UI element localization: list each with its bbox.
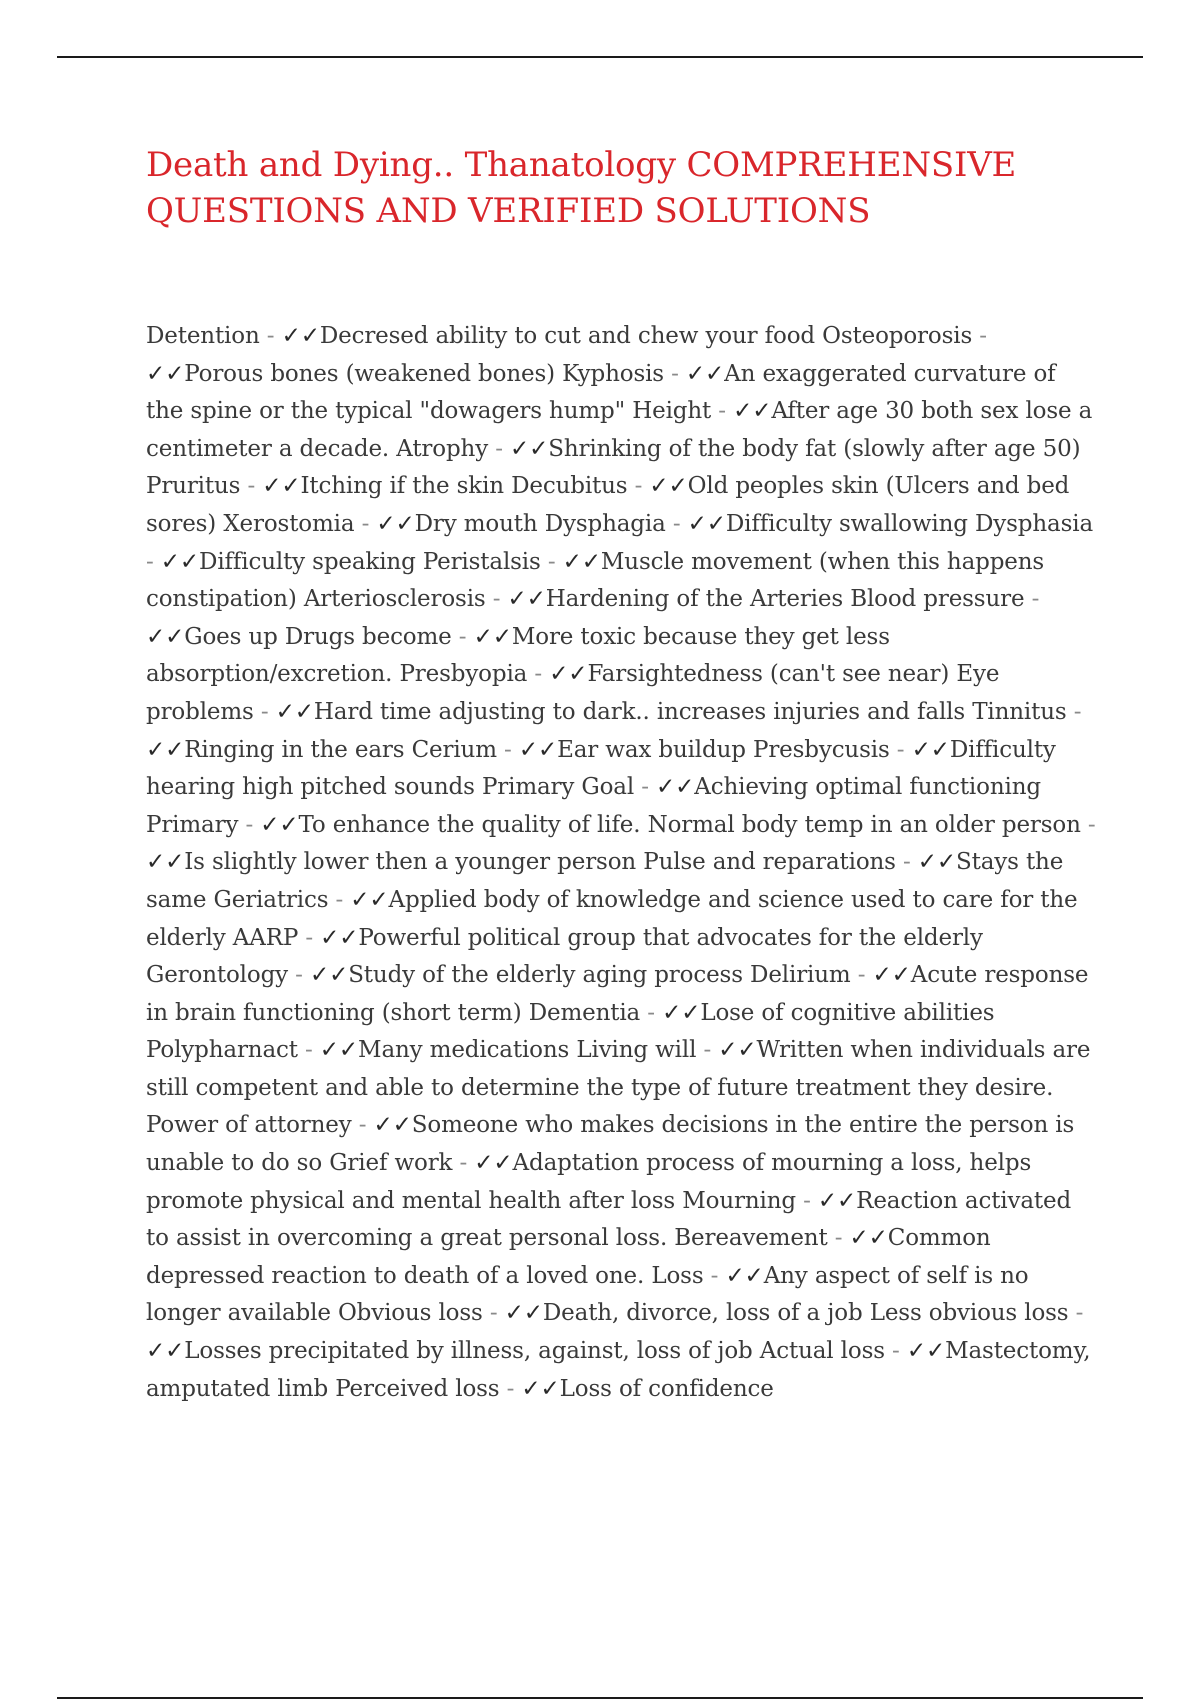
check-icon: ✓✓ — [262, 473, 301, 500]
entry-definition: Powerful political group that advocates for the elderly — [358, 924, 983, 951]
check-icon: ✓✓ — [507, 586, 546, 613]
check-icon: ✓✓ — [656, 774, 695, 801]
entry-term: Grief work — [329, 1150, 453, 1177]
check-icon: ✓✓ — [718, 1037, 757, 1064]
entry-term: Primary — [146, 811, 239, 838]
entry-term: Tinnitus — [972, 698, 1067, 725]
entry-term: Cerium — [411, 736, 497, 763]
entry-term: Dysphasia — [975, 510, 1094, 537]
check-icon: ✓✓ — [160, 548, 200, 575]
glossary-entry — [146, 812, 640, 838]
entry-term: Drugs become — [284, 623, 452, 650]
entry-definition: Difficulty swallowing — [725, 510, 968, 537]
entry-definition: An exaggerated curvature of the spine or the typical "dowagers hump" — [146, 360, 1056, 425]
check-icon: ✓✓ — [917, 849, 957, 876]
entry-separator: - — [540, 548, 563, 575]
entry-separator: - — [640, 999, 663, 1026]
entry-separator: - — [1068, 1300, 1084, 1327]
entry-definition: To enhance the quality of life. — [298, 811, 641, 838]
entry-term: Osteoporosis — [822, 323, 973, 349]
entry-definition: Is slightly lower then a younger person — [184, 849, 637, 876]
check-icon: ✓✓ — [562, 548, 601, 575]
entry-separator: - — [499, 1375, 522, 1402]
entry-term: Detention — [146, 323, 260, 349]
check-icon: ✓✓ — [549, 661, 588, 688]
entry-term: Decubitus — [511, 473, 628, 500]
entry-separator: - — [451, 623, 474, 650]
entry-term: Geriatrics — [213, 886, 329, 913]
entry-separator: - — [1080, 811, 1096, 838]
entry-definition: Many medications — [358, 1037, 570, 1064]
entry-definition: Someone who makes decisions in the entire the person is unable to do so — [146, 1112, 1075, 1177]
entry-term: Normal body temp in an older person — [647, 811, 1081, 838]
entry-definition: Goes up — [184, 623, 278, 650]
check-icon: ✓✓ — [685, 360, 725, 387]
entry-separator: - — [634, 774, 657, 801]
glossary-entry — [399, 661, 949, 687]
check-icon: ✓✓ — [521, 1375, 560, 1402]
check-icon: ✓✓ — [146, 736, 185, 763]
check-icon: ✓✓ — [504, 1300, 543, 1327]
entry-separator: - — [1066, 698, 1082, 725]
check-icon: ✓✓ — [872, 962, 911, 989]
check-icon: ✓✓ — [146, 849, 185, 876]
entry-separator: - — [452, 1150, 475, 1177]
entry-definition: Ringing in the ears — [184, 736, 405, 763]
entry-term: Atrophy — [396, 435, 489, 462]
entry-separator: - — [354, 510, 377, 537]
entry-term: Power of attorney — [146, 1112, 352, 1139]
entry-term: Loss — [651, 1262, 704, 1289]
glossary-entry — [482, 774, 1041, 800]
check-icon: ✓✓ — [275, 698, 314, 725]
entry-separator: - — [488, 435, 510, 462]
glossary-entry — [304, 586, 843, 612]
entry-term: Gerontology — [146, 962, 288, 989]
entry-definition: Mastectomy, amputated limb — [146, 1338, 1091, 1402]
entry-separator: - — [297, 1037, 320, 1064]
entry-separator: - — [827, 1225, 850, 1252]
entry-separator: - — [238, 811, 261, 838]
check-icon: ✓✓ — [473, 623, 512, 650]
entry-term: Bereavement — [674, 1225, 828, 1252]
entry-definition: Death, divorce, loss of a job — [542, 1300, 863, 1327]
glossary-entry — [529, 1000, 995, 1026]
entry-term: AARP — [232, 924, 299, 951]
check-icon: ✓✓ — [320, 924, 359, 951]
entry-term: Dementia — [528, 999, 641, 1026]
glossary-entry — [335, 1376, 774, 1402]
entry-definition: Hard time adjusting to dark.. increases injuries and falls — [313, 698, 966, 725]
entry-separator: - — [1024, 586, 1040, 613]
check-icon: ✓✓ — [725, 1262, 764, 1289]
entry-definition: Old peoples skin (Ulcers and bed sores) — [146, 473, 1070, 537]
entry-separator: - — [259, 323, 282, 349]
check-icon: ✓✓ — [376, 510, 415, 537]
check-icon: ✓✓ — [849, 1225, 888, 1252]
entry-definition: Reaction activated to assist in overcoming a great personal loss. — [146, 1187, 1072, 1252]
entry-separator: - — [889, 736, 912, 763]
entry-definition: Achieving optimal functioning — [694, 774, 1041, 801]
glossary-entry — [412, 737, 746, 763]
entry-term: Height — [632, 398, 712, 425]
entry-separator: - — [665, 510, 688, 537]
entry-definition: Applied body of knowledge and science used to care for the elderly — [146, 886, 1078, 951]
entry-term: Arteriosclerosis — [303, 586, 486, 613]
entry-term: Peristalsis — [422, 548, 541, 575]
entry-separator: - — [351, 1112, 374, 1139]
header-rule — [57, 56, 1143, 58]
entry-term: Dysphagia — [544, 510, 666, 537]
entry-separator: - — [496, 736, 519, 763]
entry-term: Primary Goal — [481, 774, 635, 801]
check-icon: ✓✓ — [687, 510, 726, 537]
entry-separator: - — [298, 924, 321, 951]
entry-separator: - — [703, 1262, 726, 1289]
check-icon: ✓✓ — [911, 736, 950, 763]
entry-term: Delirium — [750, 962, 851, 989]
entry-definition: Itching if the skin — [300, 473, 504, 500]
entry-definition: Farsightedness (can't see near) — [587, 661, 950, 688]
entry-separator: - — [627, 473, 650, 500]
entry-term: Mourning — [682, 1187, 796, 1214]
check-icon: ✓✓ — [319, 1037, 359, 1064]
entry-definition: Stays the same — [146, 849, 1064, 913]
entry-separator: - — [696, 1037, 719, 1064]
check-icon: ✓✓ — [906, 1338, 946, 1365]
glossary-entry — [223, 511, 537, 537]
entry-term: Pruritus — [146, 473, 241, 500]
entry-term: Blood pressure — [850, 586, 1025, 613]
check-icon: ✓✓ — [146, 360, 185, 387]
entry-term: Kyphosis — [562, 360, 664, 387]
entry-separator: - — [253, 698, 276, 725]
entry-separator: - — [328, 886, 351, 913]
entry-definition: Porous bones (weakened bones) — [184, 360, 555, 387]
entry-term: Pulse and reparations — [643, 849, 896, 876]
entry-definition: Difficulty speaking — [199, 548, 416, 575]
glossary-entry — [396, 436, 1080, 462]
entry-separator: - — [972, 323, 987, 349]
entry-definition: Dry mouth — [414, 510, 538, 537]
entry-definition: Difficulty hearing high pitched sounds — [146, 736, 1056, 801]
glossary-entry — [233, 925, 983, 951]
entry-definition: Hardening of the Arteries — [545, 586, 844, 613]
entry-term: Living will — [576, 1037, 697, 1064]
entry-definition: Losses precipitated by illness, against, loss of job — [184, 1338, 753, 1365]
entry-definition: Acute response in brain functioning (short term) — [146, 962, 1089, 1026]
glossary-entry — [146, 962, 743, 988]
glossary-entry — [545, 511, 968, 537]
entry-definition: Ear wax buildup — [557, 736, 746, 763]
document-title: Death and Dying.. Thanatology COMPREHENSIVE QUESTIONS AND VERIFIED SOLUTIONS — [146, 145, 1017, 231]
entry-separator: - — [663, 360, 686, 387]
check-icon: ✓✓ — [649, 473, 688, 500]
entry-definition: Common depressed reaction to death of a loved one. — [146, 1225, 991, 1289]
entry-definition: Written when individuals are still competent and able to determine the type of future treatment they desire. — [146, 1037, 1091, 1101]
glossary-entry — [146, 1037, 569, 1063]
entry-term: Perceived loss — [335, 1375, 500, 1402]
check-icon: ✓✓ — [662, 999, 701, 1026]
entry-definition: More toxic because they get less absorption/excretion. — [146, 623, 890, 688]
entry-term: Presbycusis — [753, 736, 890, 763]
check-icon: ✓✓ — [817, 1187, 857, 1214]
entry-separator: - — [895, 849, 918, 876]
entry-definition: Adaptation process of mourning a loss, helps promote physical and mental health after loss — [146, 1150, 1032, 1214]
glossary-entry — [146, 473, 504, 499]
check-icon: ✓✓ — [474, 1150, 513, 1177]
entry-separator: - — [884, 1338, 907, 1365]
check-icon: ✓✓ — [146, 623, 185, 650]
entry-term: Less obvious loss — [869, 1300, 1069, 1327]
entry-separator: - — [485, 586, 508, 613]
check-icon: ✓✓ — [733, 398, 772, 425]
entry-separator: - — [482, 1300, 505, 1327]
check-icon: ✓✓ — [260, 811, 299, 838]
check-icon: ✓✓ — [350, 886, 389, 913]
entry-term: Actual loss — [759, 1338, 885, 1365]
entry-separator: - — [288, 962, 310, 989]
entry-definition: Any aspect of self is no longer available — [146, 1262, 1029, 1327]
footer-rule — [57, 1697, 1143, 1699]
entry-term: Polypharnact — [146, 1037, 298, 1064]
entry-definition: After age 30 both sex lose a centimeter a decade. — [146, 398, 1093, 462]
entry-definition: Loss of confidence — [559, 1375, 774, 1402]
entry-definition: Decresed ability to cut and chew your food — [319, 323, 815, 349]
entry-separator: - — [240, 473, 263, 500]
entry-separator: - — [795, 1187, 818, 1214]
check-icon: ✓✓ — [510, 435, 549, 462]
entry-term: Xerostomia — [223, 510, 355, 537]
entry-term: Obvious loss — [337, 1300, 483, 1327]
glossary-entry — [146, 323, 815, 349]
entry-definition: Lose of cognitive abilities — [700, 999, 995, 1026]
entry-definition: Shrinking of the body fat (slowly after age 50) — [548, 435, 1081, 462]
entry-separator: - — [850, 962, 873, 989]
check-icon: ✓✓ — [309, 962, 349, 989]
entry-definition: Muscle movement (when this happens constipation) — [146, 548, 1045, 613]
entry-term: Eye problems — [146, 661, 1000, 725]
entry-term: Presbyopia — [399, 661, 528, 688]
check-icon: ✓✓ — [146, 1338, 185, 1365]
entry-definition: Study of the elderly aging process — [348, 962, 743, 989]
entry-separator: - — [527, 661, 550, 688]
entry-separator: - — [711, 398, 734, 425]
check-icon: ✓✓ — [518, 736, 558, 763]
entry-separator: - — [146, 548, 161, 575]
document-body — [146, 318, 1096, 1408]
check-icon: ✓✓ — [281, 323, 320, 349]
glossary-entry — [338, 1300, 863, 1326]
check-icon: ✓✓ — [373, 1112, 412, 1139]
